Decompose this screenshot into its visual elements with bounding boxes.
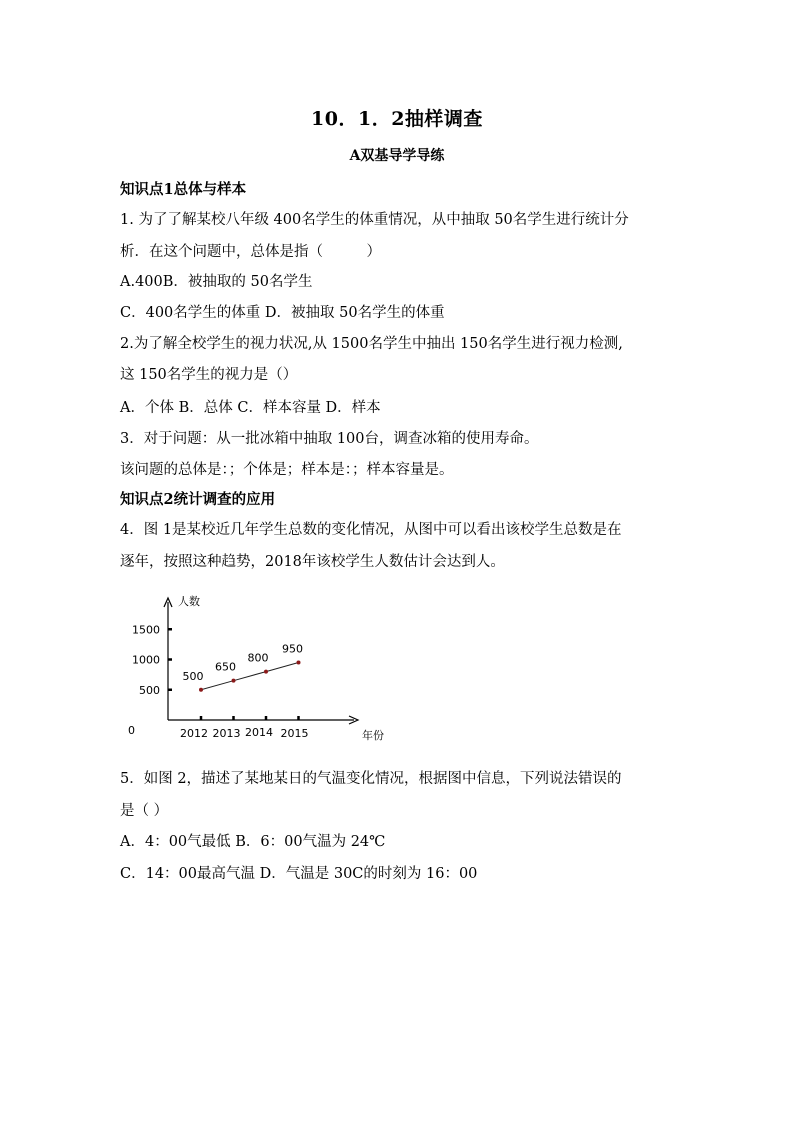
data-point <box>199 688 203 692</box>
question-4-line-1: 4．图 1是某校近几年学生总数的变化情况，从图中可以看出该校学生总数是在 <box>120 522 622 538</box>
section-heading-1: 知识点1总体与样本 <box>120 181 247 198</box>
x-tick-label: 2014 <box>245 726 273 739</box>
question-5-line-2: 是（ ） <box>120 803 169 819</box>
data-label: 650 <box>215 660 236 674</box>
question-5-options-cd: C．14：00最高气温 D．气温是 30C的时刻为 16：00 <box>120 866 478 882</box>
data-point <box>297 661 301 665</box>
chart-series <box>183 643 304 692</box>
chart-svg <box>120 588 384 748</box>
x-axis-label: 年份 <box>362 729 384 742</box>
data-label: 800 <box>247 651 269 665</box>
page-title: 10．1．2抽样调查 <box>311 108 483 130</box>
y-tick-label: 1500 <box>132 623 160 637</box>
question-3-line-1: 3．对于问题：从一批冰箱中抽取 100台，调查冰箱的使用寿命。 <box>120 431 539 447</box>
figure-1-line-chart <box>120 588 384 748</box>
question-1-options-cd: C．400名学生的体重 D．被抽取 50名学生的体重 <box>120 305 445 321</box>
question-1-options-ab: A.400B．被抽取的 50名学生 <box>120 274 313 290</box>
data-label: 950 <box>282 642 303 656</box>
question-4-line-2: 逐年，按照这种趋势，2018年该校学生人数估计会达到人。 <box>120 554 505 570</box>
x-tick-label: 2012 <box>180 727 208 740</box>
y-tick-label: 500 <box>139 683 160 697</box>
data-point <box>232 679 236 683</box>
section-heading-2: 知识点2统计调查的应用 <box>120 491 276 508</box>
question-2-line-2: 这 150名学生的视力是（） <box>120 367 298 383</box>
y-tick-label: 1000 <box>132 653 160 667</box>
x-tick-label: 2015 <box>280 727 309 740</box>
question-1-line-1: 1. 为了了解某校八年级 400名学生的体重情况，从中抽取 50名学生进行统计分 <box>120 212 629 228</box>
y-axis-label: 人数 <box>178 595 200 608</box>
page-subtitle: A双基导学导练 <box>349 148 445 164</box>
data-point <box>264 670 268 674</box>
question-2-options: A．个体 B．总体 C．样本容量 D．样本 <box>120 400 381 416</box>
question-1-line-2: 析．在这个问题中，总体是指（ ） <box>120 244 381 260</box>
question-5-options-ab: A．4：00气最低 B．6：00气温为 24℃ <box>120 834 386 850</box>
chart-ticks <box>132 623 309 740</box>
question-3-line-2: 该问题的总体是：；个体是；样本是：；样本容量是。 <box>120 462 454 478</box>
origin-label: 0 <box>128 724 135 737</box>
question-2-line-1: 2.为了解全校学生的视力状况,从 1500名学生中抽出 150名学生进行视力检测, <box>120 336 623 352</box>
data-label: 500 <box>182 669 204 683</box>
x-tick-label: 2013 <box>212 727 241 740</box>
question-5-line-1: 5．如图 2，描述了某地某日的气温变化情况，根据图中信息，下列说法错误的 <box>120 771 622 787</box>
